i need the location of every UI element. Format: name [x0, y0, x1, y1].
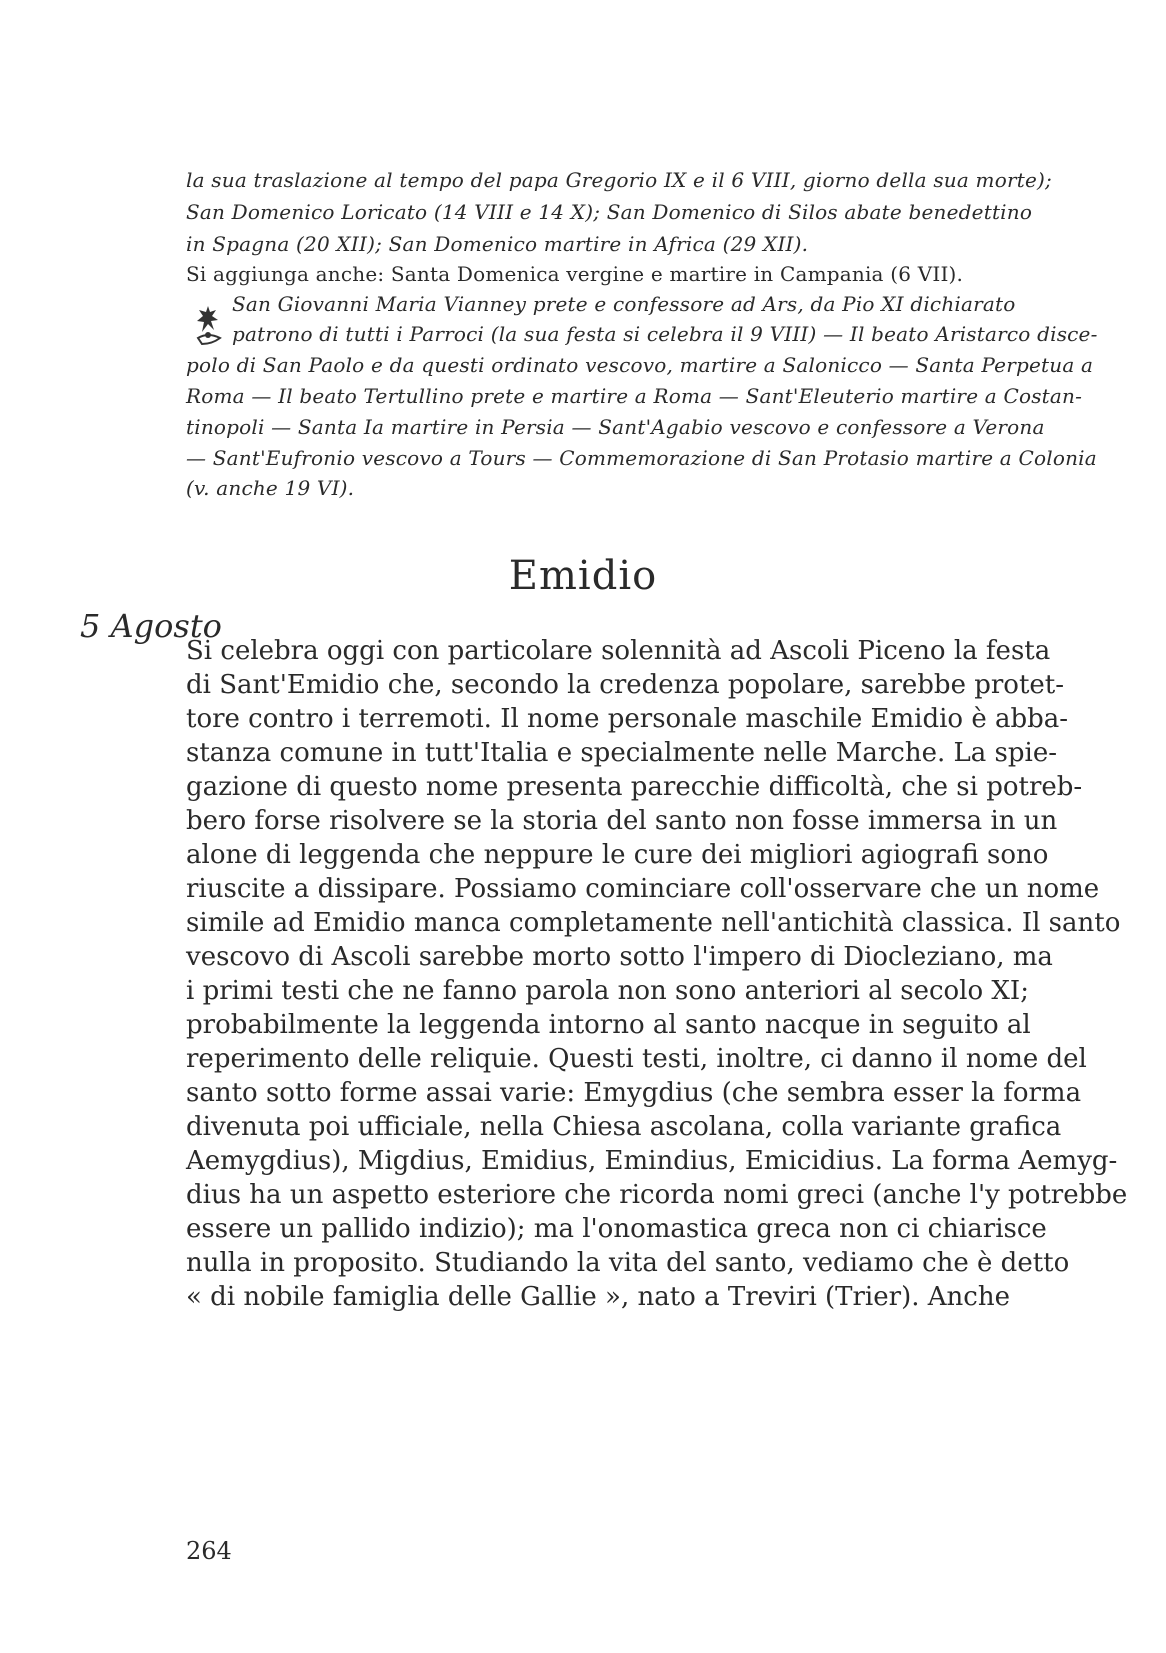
entry-title: Emidio: [508, 553, 658, 599]
body-line: simile ad Emidio manca completamente nell'antichità classica. Il santo: [186, 908, 1121, 938]
note-line: (v. anche 19 VI).: [186, 476, 355, 500]
body-line: divenuta poi ufficiale, nella Chiesa ascolana, colla variante grafica: [186, 1112, 1062, 1142]
note-line: Roma — Il beato Tertullino prete e martire a Roma — Sant'Eleuterio martire a Costan-: [186, 384, 1083, 408]
body-line: probabilmente la leggenda intorno al santo nacque in seguito al: [186, 1010, 1031, 1040]
note-line: — Sant'Eufronio vescovo a Tours — Commemorazione di San Protasio martire a Colonia: [186, 446, 1097, 470]
note-line: polo di San Paolo e da questi ordinato vescovo, martire a Salonicco — Santa Perpetua a: [186, 353, 1094, 377]
note-line: in Spagna (20 XII); San Domenico martire in Africa (29 XII).: [186, 232, 809, 256]
body-line: alone di leggenda che neppure le cure dei migliori agiografi sono: [186, 840, 1049, 870]
body-line: di Sant'Emidio che, secondo la credenza popolare, sarebbe protet-: [186, 670, 1065, 700]
body-line: bero forse risolvere se la storia del santo non fosse immersa in un: [186, 806, 1058, 836]
body-line: vescovo di Ascoli sarebbe morto sotto l'impero di Diocleziano, ma: [186, 942, 1053, 972]
note-line: tinopoli — Santa Ia martire in Persia — Sant'Agabio vescovo e confessore a Verona: [186, 415, 1045, 439]
body-line: gazione di questo nome presenta parecchie difficoltà, che si potreb-: [186, 772, 1083, 802]
body-line: stanza comune in tutt'Italia e specialmente nelle Marche. La spie-: [186, 738, 1057, 768]
body-line: essere un pallido indizio); ma l'onomastica greca non ci chiarisce: [186, 1214, 1047, 1244]
body-line: i primi testi che ne fanno parola non sono anteriori al secolo XI;: [186, 976, 1029, 1006]
body-line: dius ha un aspetto esteriore che ricorda nomi greci (anche l'y potrebbe: [186, 1180, 1128, 1210]
body-line: Aemygdius), Migdius, Emidius, Emindius, Emicidius. La forma Aemyg-: [186, 1146, 1118, 1176]
note-line: patrono di tutti i Parroci (la sua festa si celebra il 9 VIII) — Il beato Aristarco disce-: [232, 322, 1098, 346]
body-line: reperimento delle reliquie. Questi testi, inoltre, ci danno il nome del: [186, 1044, 1087, 1074]
note-line: la sua traslazione al tempo del papa Gregorio IX e il 6 VIII, giorno della sua morte);: [186, 168, 1052, 192]
page-number: 264: [186, 1537, 232, 1565]
body-line: « di nobile famiglia delle Gallie », nato a Treviri (Trier). Anche: [186, 1282, 1010, 1312]
note-line: Si aggiunga anche: Santa Domenica vergine e martire in Campania (6 VII).: [186, 262, 964, 286]
body-line: nulla in proposito. Studiando la vita del santo, vediamo che è detto: [186, 1248, 1070, 1278]
note-line: San Domenico Loricato (14 VIII e 14 X); San Domenico di Silos abate benedettino: [186, 200, 1033, 224]
body-line: tore contro i terremoti. Il nome personale maschile Emidio è abba-: [186, 704, 1069, 734]
body-line: santo sotto forme assai varie: Emygdius (che sembra esser la forma: [186, 1078, 1082, 1108]
body-line: riuscite a dissipare. Possiamo cominciare coll'osservare che un nome: [186, 874, 1100, 904]
entry-date: 5 Agosto: [80, 607, 222, 645]
body-line: Si celebra oggi con particolare solennità ad Ascoli Piceno la festa: [186, 636, 1051, 666]
eagle-icon: [192, 304, 224, 348]
note-line: San Giovanni Maria Vianney prete e confessore ad Ars, da Pio XI dichiarato: [232, 292, 1016, 316]
